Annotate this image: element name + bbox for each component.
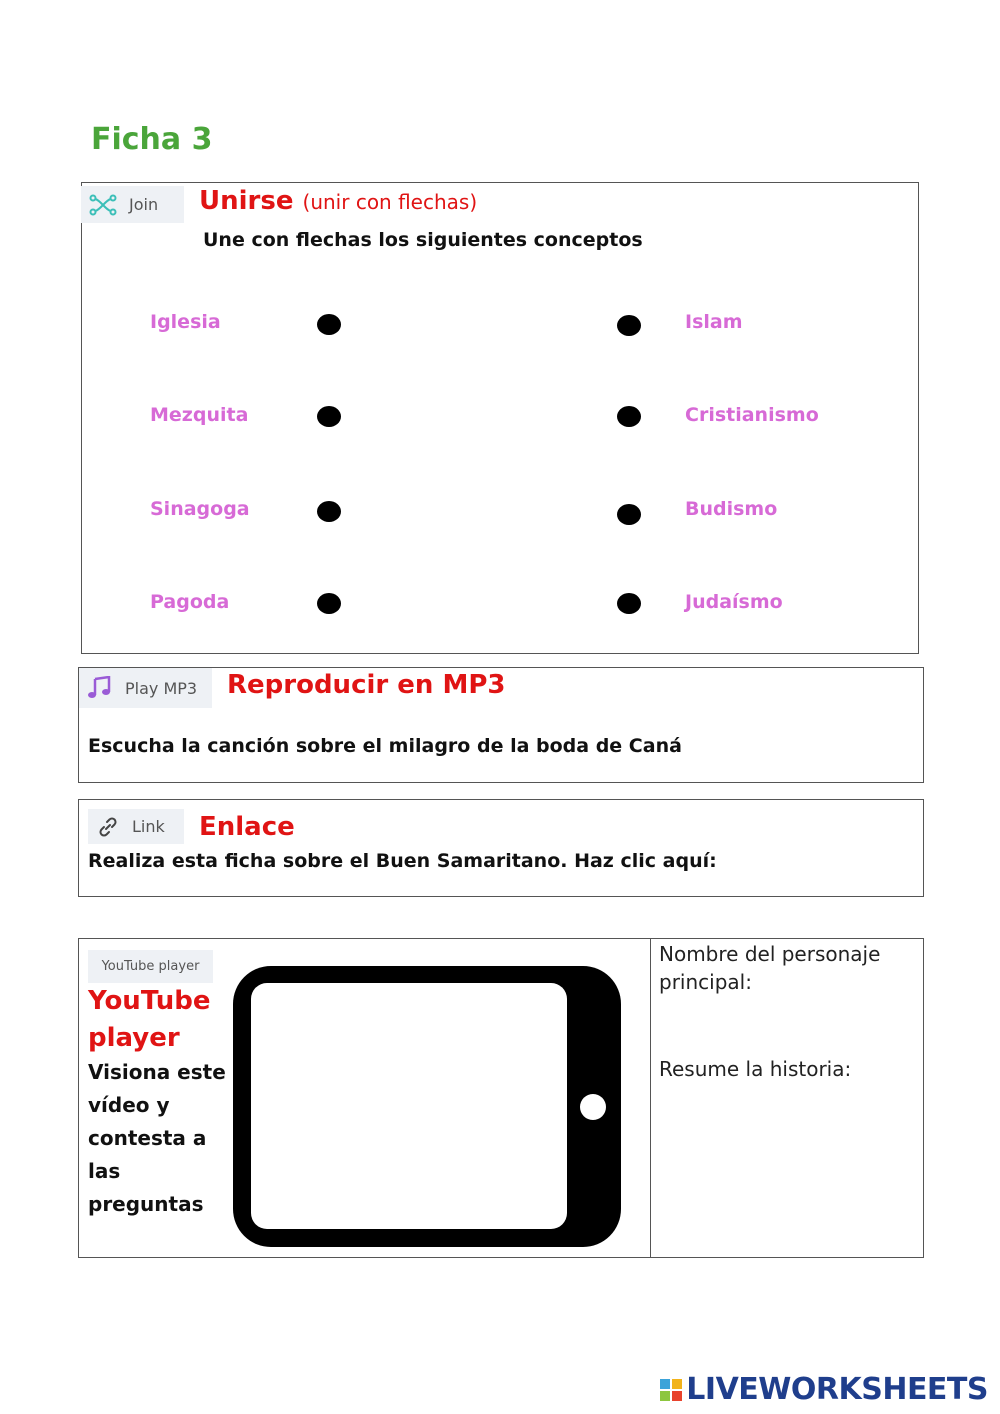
- right-item: Budismo: [685, 498, 778, 520]
- link-chip[interactable]: [88, 809, 184, 844]
- youtube-instruction-line: las: [88, 1159, 121, 1183]
- question-main-character-line1: Nombre del personaje: [659, 942, 881, 966]
- left-connector-dot[interactable]: [317, 501, 341, 522]
- youtube-heading-line1: YouTube: [88, 986, 211, 1016]
- youtube-chip-label: YouTube player: [101, 959, 200, 974]
- right-connector-dot[interactable]: [617, 315, 641, 336]
- join-instruction: Une con flechas los siguientes conceptos: [203, 229, 643, 251]
- music-note-icon: [87, 676, 113, 700]
- join-icon: [89, 194, 117, 216]
- question-main-character-line2: principal:: [659, 970, 752, 994]
- mp3-instruction: Escucha la canción sobre el milagro de la boda de Caná: [88, 735, 682, 757]
- question-summary: Resume la historia:: [659, 1057, 852, 1081]
- left-connector-dot[interactable]: [317, 314, 341, 335]
- mp3-heading: Reproducir en MP3: [227, 670, 506, 700]
- join-heading: [199, 186, 477, 216]
- mp3-chip[interactable]: [79, 668, 212, 708]
- join-chip-label: Join: [129, 195, 159, 214]
- left-connector-dot[interactable]: [317, 406, 341, 427]
- brand-text: LIVEWORKSHEETS: [686, 1372, 988, 1407]
- youtube-instruction-line: Visiona este: [88, 1060, 226, 1084]
- join-subheading: (unir con flechas): [302, 190, 478, 214]
- left-item: Mezquita: [150, 404, 249, 426]
- youtube-instruction-line: preguntas: [88, 1192, 204, 1216]
- right-connector-dot[interactable]: [617, 504, 641, 525]
- right-connector-dot[interactable]: [617, 406, 641, 427]
- right-item: Judaísmo: [685, 591, 783, 613]
- link-instruction[interactable]: Realiza esta ficha sobre el Buen Samaritano. Haz clic aquí:: [88, 850, 717, 872]
- logo-icon: [660, 1379, 682, 1401]
- left-item: Iglesia: [150, 311, 221, 333]
- liveworksheets-logo: [660, 1372, 988, 1407]
- right-connector-dot[interactable]: [617, 593, 641, 614]
- right-item: Islam: [685, 311, 743, 333]
- youtube-heading-line2: player: [88, 1023, 180, 1053]
- youtube-divider: [650, 938, 651, 1258]
- right-item: Cristianismo: [685, 404, 819, 426]
- youtube-instruction-line: vídeo y: [88, 1093, 170, 1117]
- link-heading: Enlace: [199, 812, 295, 842]
- left-connector-dot[interactable]: [317, 593, 341, 614]
- link-icon: [96, 815, 120, 839]
- youtube-chip[interactable]: [88, 950, 213, 983]
- link-chip-label: Link: [132, 817, 165, 836]
- left-item: Pagoda: [150, 591, 230, 613]
- join-chip: [81, 186, 184, 223]
- page-title: Ficha 3: [91, 122, 213, 157]
- tablet-video-frame-icon[interactable]: [233, 966, 621, 1247]
- mp3-chip-label: Play MP3: [125, 678, 198, 698]
- join-heading-text: Unirse: [199, 186, 294, 216]
- youtube-instruction-line: contesta a: [88, 1126, 207, 1150]
- left-item: Sinagoga: [150, 498, 250, 520]
